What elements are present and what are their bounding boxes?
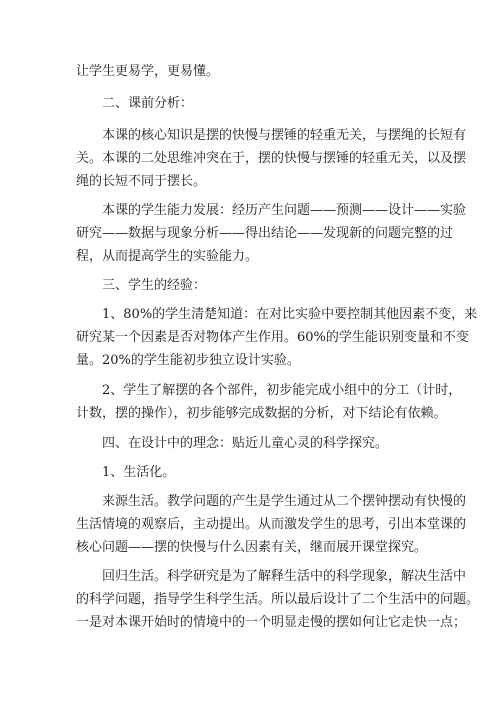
text-line: 来源生活。教学问题的产生是学生通过从二个摆钟摆动有快慢的 <box>102 494 467 509</box>
text-line: 本课的学生能力发展：经历产生问题——预测——设计——实验 <box>102 203 467 218</box>
text-line: 研究某一个因素是否对物体产生作用。60%的学生能识别变量和不变 <box>76 330 469 345</box>
text-line: 关。本课的二处思维冲突在于，摆的快慢与摆锤的轻重无关，以及摆 <box>76 151 467 166</box>
section-heading: 三、学生的经验： <box>102 278 207 293</box>
text-line: 1、80%的学生清楚知道：在对比实验中要控制其他因素不变，来 <box>102 307 478 322</box>
text-line: 核心问题——摆的快慢与什么因素有关，继而展开课堂探究。 <box>76 540 428 555</box>
text-line: 绳的长短不同于摆长。 <box>76 174 207 189</box>
text-line: 本课的核心知识是摆的快慢与摆锤的轻重无关，与摆绳的长短有 <box>102 128 467 143</box>
text-line: 2、学生了解摆的各个部件，初步能完成小组中的分工（计时， <box>102 383 462 398</box>
text-line: 量。20%的学生能初步独立设计实验。 <box>76 353 300 368</box>
subsection-heading: 1、生活化。 <box>102 465 176 480</box>
text-line: 研究——数据与现象分析——得出结论——发现新的问题完整的过 <box>76 226 454 241</box>
text-line: 回归生活。科学研究是为了解释生活中的科学现象，解决生活中 <box>102 569 467 584</box>
text-line: 计数，摆的操作），初步能够完成数据的分析，对下结论有依赖。 <box>76 406 447 421</box>
text-line: 生活情境的观察后，主动提出。从而激发学生的思考，引出本堂课的 <box>76 517 467 532</box>
section-heading: 二、课前分析： <box>102 96 194 111</box>
text-line: 的科学问题，指导学生科学生活。所以最后设计了二个生活中的问题。 <box>76 592 480 607</box>
section-heading: 四、在设计中的理念：贴近儿童心灵的科学探究。 <box>102 436 389 451</box>
text-line: 让学生更易学，更易懂。 <box>76 64 220 79</box>
text-line: 程，从而提高学生的实验能力。 <box>76 249 259 264</box>
text-line: 一是对本课开始时的情境中的一个明显走慢的摆如何让它走快一点； <box>76 615 467 630</box>
